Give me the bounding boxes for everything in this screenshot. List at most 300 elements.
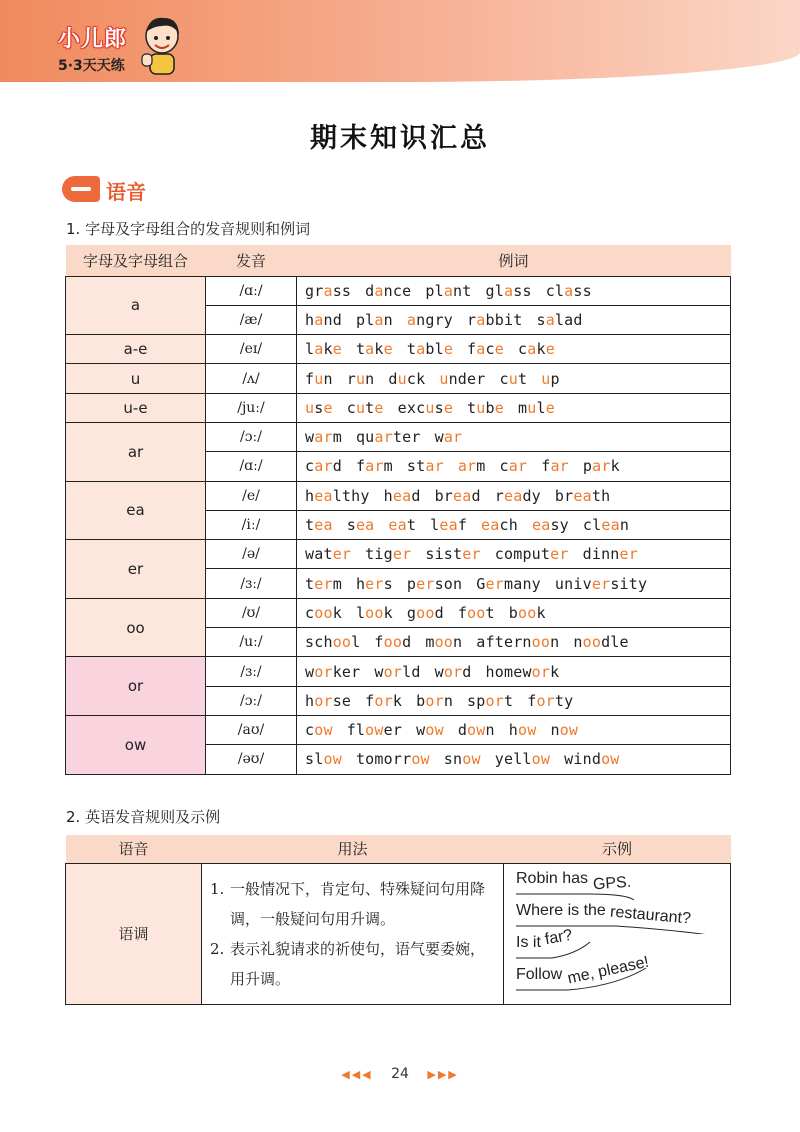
ipa-cell: /ɔː/ — [206, 686, 297, 715]
highlighted-letters: er — [550, 545, 569, 564]
example-word — [374, 663, 420, 681]
example-word — [388, 370, 425, 388]
example-word — [305, 311, 342, 329]
example-word — [305, 604, 342, 622]
word-part: s — [434, 398, 444, 417]
highlighted-letters: a — [503, 281, 514, 300]
highlighted-letters: or — [531, 662, 551, 681]
highlighted-letters: ar — [457, 457, 477, 476]
example-words-cell — [297, 276, 731, 305]
ipa-cell: /uː/ — [206, 628, 297, 657]
brand-logo — [58, 22, 127, 75]
word-part: c — [499, 457, 509, 476]
word-part: k — [536, 340, 546, 359]
word-part: gr — [305, 281, 324, 300]
word-part: wind — [564, 750, 602, 769]
page-number: 24 — [391, 1066, 409, 1082]
ipa-cell: /ɜː/ — [206, 657, 297, 686]
word-part: nce — [383, 281, 412, 300]
word-part: w — [374, 662, 384, 681]
word-part: er — [383, 721, 403, 740]
example-word — [439, 370, 485, 388]
highlighted-letters: oo — [434, 633, 454, 652]
example-word — [467, 692, 513, 710]
brand-name: 小儿郎 — [58, 27, 128, 52]
example-word — [509, 721, 537, 739]
highlighted-letters: ea — [314, 486, 333, 505]
word-part: tig — [365, 545, 393, 564]
word-part: t — [467, 398, 477, 417]
highlighted-letters: ea — [503, 486, 523, 505]
usage-cell — [202, 863, 504, 1004]
example-word — [407, 457, 444, 475]
word-part: ld — [402, 662, 421, 681]
word-part: d — [462, 662, 472, 681]
highlighted-letters: oo — [332, 633, 352, 652]
highlighted-letters: e — [332, 340, 342, 359]
word-part: b — [416, 691, 426, 710]
example-word — [356, 604, 393, 622]
word-part: nder — [448, 369, 486, 388]
example-word — [435, 663, 472, 681]
highlighted-letters: ea — [531, 516, 551, 535]
table-row — [66, 364, 731, 393]
word-part: comput — [494, 545, 551, 564]
highlighted-letters: or — [374, 691, 393, 710]
word-part: t — [503, 691, 514, 710]
highlighted-letters: oo — [531, 633, 551, 652]
word-part: h — [383, 486, 393, 505]
highlighted-letters: u — [355, 398, 366, 417]
highlighted-letters: a — [374, 281, 384, 300]
row-label-intonation: 语调 — [66, 863, 202, 1004]
word-part: m — [332, 428, 342, 447]
word-part: br — [434, 486, 454, 505]
word-part: tomorr — [355, 750, 412, 769]
word-part: st — [406, 457, 426, 476]
highlighted-letters: ea — [481, 516, 500, 535]
example-word — [458, 604, 495, 622]
highlighted-letters: ow — [467, 721, 486, 740]
highlighted-letters: a — [443, 281, 454, 300]
highlighted-letters: e — [545, 340, 555, 359]
word-part: n — [323, 369, 333, 388]
highlighted-letters: ow — [601, 750, 620, 769]
letter-cell: a-e — [66, 335, 206, 364]
highlighted-letters: ow — [323, 750, 342, 769]
example-word — [305, 457, 342, 475]
highlighted-letters: ow — [517, 721, 537, 740]
next-arrows-icon: ▶▶▶ — [427, 1068, 459, 1081]
example-cell — [504, 863, 731, 1004]
example-word — [536, 311, 582, 329]
example-words-cell — [297, 335, 731, 364]
word-part: t — [355, 340, 366, 359]
word-part: son — [434, 574, 463, 593]
page-footer — [0, 1066, 800, 1082]
word-part: w — [305, 428, 315, 447]
example-word — [458, 721, 495, 739]
example-word — [356, 428, 421, 446]
word-part: d — [402, 633, 412, 652]
word-part: p — [406, 574, 417, 593]
example-word — [532, 516, 569, 534]
example-word — [583, 516, 629, 534]
example-word — [305, 575, 342, 593]
highlighted-letters: er — [619, 545, 639, 564]
example-word — [500, 457, 528, 475]
highlighted-letters: ar — [592, 457, 611, 476]
highlighted-letters: u — [439, 369, 449, 388]
example-main: Where is the — [516, 901, 606, 919]
example-word — [305, 370, 333, 388]
example-word — [407, 340, 453, 358]
word-part: s — [536, 310, 546, 329]
example-word — [388, 516, 416, 534]
example-words-cell — [297, 598, 731, 627]
example-word — [467, 311, 522, 329]
word-part: k — [323, 340, 333, 359]
highlighted-letters: e — [545, 398, 555, 417]
word-part: k — [550, 662, 560, 681]
word-part: c — [305, 603, 315, 622]
example-word — [425, 633, 462, 651]
example-words-cell — [297, 540, 731, 569]
highlighted-letters: a — [564, 281, 574, 300]
highlighted-letters: a — [545, 310, 555, 329]
example-word — [416, 692, 453, 710]
highlighted-letters: e — [443, 340, 454, 359]
example-word — [365, 545, 411, 563]
example-word — [495, 487, 541, 505]
example-words-cell — [297, 569, 731, 598]
example-sentence — [516, 902, 718, 934]
word-part: f — [541, 457, 551, 476]
word-part: sity — [610, 574, 648, 593]
highlighted-letters: ea — [601, 516, 620, 535]
word-part: s — [314, 398, 324, 417]
phonics-header-row — [66, 245, 731, 276]
example-word — [347, 370, 375, 388]
example-word — [541, 370, 559, 388]
word-part: c — [305, 721, 315, 740]
table-row — [66, 481, 731, 510]
word-part: f — [527, 691, 537, 710]
word-part: ck — [406, 369, 426, 388]
example-word — [573, 633, 628, 651]
page-title: 期末知识汇总 — [310, 123, 490, 154]
highlighted-letters: ow — [531, 750, 551, 769]
highlighted-letters: u — [397, 369, 407, 388]
example-word — [467, 340, 504, 358]
intonation-rising-curve-icon — [516, 966, 716, 998]
highlighted-letters: ow — [314, 721, 333, 740]
highlighted-letters: u — [314, 369, 324, 388]
highlighted-letters: a — [527, 340, 537, 359]
example-word — [305, 692, 351, 710]
example-words-cell — [297, 657, 731, 686]
highlighted-letters: ow — [411, 750, 430, 769]
example-word — [435, 428, 463, 446]
highlighted-letters: u — [305, 398, 315, 417]
highlighted-letters: ow — [365, 721, 384, 740]
word-part: qu — [355, 428, 375, 447]
word-part: fl — [346, 721, 366, 740]
word-part: bl — [425, 340, 444, 359]
letter-cell: ar — [66, 422, 206, 481]
example-main: Is it — [516, 933, 541, 951]
usage-text: 一般情况下，肯定句、特殊疑问句用降调，一般疑问句用升调。 — [230, 879, 486, 928]
example-tail-falling: restaurant? — [609, 903, 692, 927]
highlighted-letters: or — [314, 691, 333, 710]
word-part: ter — [392, 428, 421, 447]
example-word — [555, 487, 610, 505]
word-part: many — [503, 574, 541, 593]
usage-text: 表示礼貌请求的祈使句，语气要委婉，用升调。 — [230, 939, 486, 988]
word-part: m — [425, 633, 435, 652]
ipa-cell: /əʊ/ — [206, 745, 297, 774]
word-part: l — [355, 603, 366, 622]
highlighted-letters: er — [314, 574, 333, 593]
example-word — [305, 750, 342, 768]
table-row — [66, 863, 731, 1004]
word-part: yell — [494, 750, 532, 769]
word-part: f — [467, 340, 477, 359]
word-part: lthy — [332, 486, 370, 505]
word-part: G — [476, 574, 486, 593]
letter-cell: u — [66, 364, 206, 393]
table-row — [66, 422, 731, 451]
example-word — [407, 604, 444, 622]
highlighted-letters: e — [494, 398, 504, 417]
word-part: w — [434, 662, 444, 681]
table-row — [66, 598, 731, 627]
word-part: nd — [323, 310, 342, 329]
word-part: w — [305, 662, 315, 681]
highlighted-letters: a — [323, 281, 333, 300]
word-part: m — [332, 574, 342, 593]
word-part: c — [517, 340, 528, 359]
example-word — [305, 721, 333, 739]
example-word — [518, 399, 555, 417]
highlighted-letters: oo — [517, 603, 537, 622]
word-part: sp — [467, 691, 486, 710]
highlighted-letters: a — [314, 340, 324, 359]
example-word — [527, 692, 573, 710]
highlighted-letters: u — [425, 398, 435, 417]
example-word — [407, 311, 453, 329]
example-word — [500, 370, 528, 388]
highlighted-letters: u — [476, 398, 486, 417]
word-part: pl — [425, 281, 444, 300]
usage-number: 1. — [210, 879, 225, 898]
example-tail-rising: far? — [543, 926, 575, 948]
highlighted-letters: ar — [314, 428, 333, 447]
example-word — [347, 399, 384, 417]
example-words-cell — [297, 422, 731, 451]
highlighted-letters: er — [392, 545, 412, 564]
highlighted-letters: u — [355, 369, 366, 388]
intonation-falling-curve-icon — [516, 870, 716, 902]
example-word — [425, 545, 480, 563]
word-part: n — [550, 633, 560, 652]
word-part: t — [485, 603, 495, 622]
highlighted-letters: e — [323, 398, 333, 417]
word-part: t — [305, 574, 315, 593]
usage-number: 2. — [210, 939, 225, 958]
word-part: b — [485, 398, 495, 417]
example-word — [416, 721, 444, 739]
example-word — [356, 575, 393, 593]
example-words-cell — [297, 686, 731, 715]
example-words-cell — [297, 481, 731, 510]
word-part: d — [434, 603, 444, 622]
word-part: n — [383, 310, 393, 329]
word-part: dy — [522, 486, 541, 505]
table-row — [66, 393, 731, 422]
highlighted-letters: a — [416, 340, 426, 359]
word-part: r — [346, 369, 356, 388]
example-main: Robin has — [516, 869, 589, 887]
example-word — [305, 340, 342, 358]
word-part: s — [346, 516, 356, 535]
section-number-badge — [62, 176, 100, 202]
example-words-cell — [297, 305, 731, 334]
table-row — [66, 657, 731, 686]
word-part: f — [355, 457, 366, 476]
word-part: k — [610, 457, 620, 476]
ipa-cell: /ɑː/ — [206, 276, 297, 305]
highlighted-letters: ow — [462, 750, 481, 769]
part1-title: 1. 字母及字母组合的发音规则和例词 — [66, 220, 311, 238]
usage-item — [210, 874, 493, 934]
word-part: pl — [355, 310, 375, 329]
highlighted-letters: ar — [508, 457, 528, 476]
word-part: h — [305, 310, 315, 329]
ipa-cell: /iː/ — [206, 510, 297, 539]
phonics-table-body — [66, 276, 731, 774]
word-part: m — [476, 457, 486, 476]
highlighted-letters: e — [494, 340, 504, 359]
highlighted-letters: er — [332, 545, 352, 564]
word-part: nt — [453, 281, 472, 300]
example-word — [365, 692, 402, 710]
example-tail-falling: GPS. — [591, 873, 632, 893]
word-part: ss — [332, 281, 352, 300]
letter-cell: u-e — [66, 393, 206, 422]
word-part: d — [332, 457, 342, 476]
example-word — [347, 516, 375, 534]
highlighted-letters: oo — [416, 603, 435, 622]
word-part: c — [346, 398, 356, 417]
example-tail-rising: me, please! — [565, 953, 651, 987]
example-word — [476, 633, 559, 651]
example-word — [356, 340, 393, 358]
highlighted-letters: or — [485, 691, 504, 710]
highlighted-letters: e — [383, 340, 393, 359]
word-part: cl — [545, 281, 565, 300]
word-part: h — [305, 691, 315, 710]
highlighted-letters: a — [365, 340, 375, 359]
word-part: n — [443, 691, 454, 710]
example-words-cell — [297, 745, 731, 774]
mascot-boy-icon — [140, 14, 184, 76]
table-row — [66, 335, 731, 364]
highlighted-letters: ea — [573, 486, 592, 505]
highlighted-letters: e — [374, 398, 384, 417]
word-part: dle — [601, 633, 629, 652]
example-word — [486, 282, 532, 300]
ipa-cell: /aʊ/ — [206, 715, 297, 744]
example-word — [356, 750, 430, 768]
word-part: f — [374, 633, 384, 652]
example-words-cell — [297, 510, 731, 539]
rules-header-row — [66, 835, 731, 863]
word-part: m — [517, 398, 528, 417]
word-part: sn — [443, 750, 463, 769]
example-word — [564, 750, 619, 768]
highlighted-letters: oo — [314, 603, 333, 622]
word-part: aftern — [476, 633, 532, 652]
highlighted-letters: oo — [582, 633, 602, 652]
highlighted-letters: ea — [439, 516, 458, 535]
word-part: f — [457, 516, 468, 535]
ipa-cell: /ə/ — [206, 540, 297, 569]
example-word — [305, 399, 333, 417]
word-part: n — [453, 633, 463, 652]
example-word — [481, 516, 518, 534]
word-part: f — [305, 369, 315, 388]
col-header-letters: 字母及字母组合 — [66, 245, 206, 276]
example-word — [407, 575, 462, 593]
word-part: ty — [554, 691, 574, 710]
example-words-cell — [297, 628, 731, 657]
highlighted-letters: a — [406, 310, 417, 329]
word-part: dinn — [582, 545, 620, 564]
letter-cell: a — [66, 276, 206, 335]
word-part: cl — [582, 516, 602, 535]
table-row — [66, 715, 731, 744]
word-part: s — [383, 574, 393, 593]
word-part: t — [365, 398, 375, 417]
highlighted-letters: oo — [365, 603, 384, 622]
example-sentence — [516, 953, 718, 998]
word-part: k — [332, 603, 342, 622]
word-part: ss — [513, 281, 532, 300]
highlighted-letters: oo — [383, 633, 403, 652]
highlighted-letters: ar — [365, 457, 384, 476]
word-part: n — [619, 516, 630, 535]
word-part: exc — [397, 398, 426, 417]
letter-cell: er — [66, 540, 206, 599]
word-part: br — [554, 486, 574, 505]
word-part: p — [550, 369, 560, 388]
word-part: d — [388, 369, 398, 388]
word-part: b — [508, 603, 518, 622]
word-part: n — [573, 633, 583, 652]
word-part: n — [485, 721, 495, 740]
ipa-cell: /juː/ — [206, 393, 297, 422]
letter-cell: ea — [66, 481, 206, 540]
word-part: k — [383, 603, 393, 622]
highlighted-letters: a — [374, 310, 384, 329]
example-word — [583, 457, 620, 475]
word-part: t — [305, 516, 315, 535]
word-part: c — [305, 457, 315, 476]
word-part: n — [550, 721, 560, 740]
example-word — [305, 516, 333, 534]
intonation-falling-curve-icon — [516, 902, 726, 934]
